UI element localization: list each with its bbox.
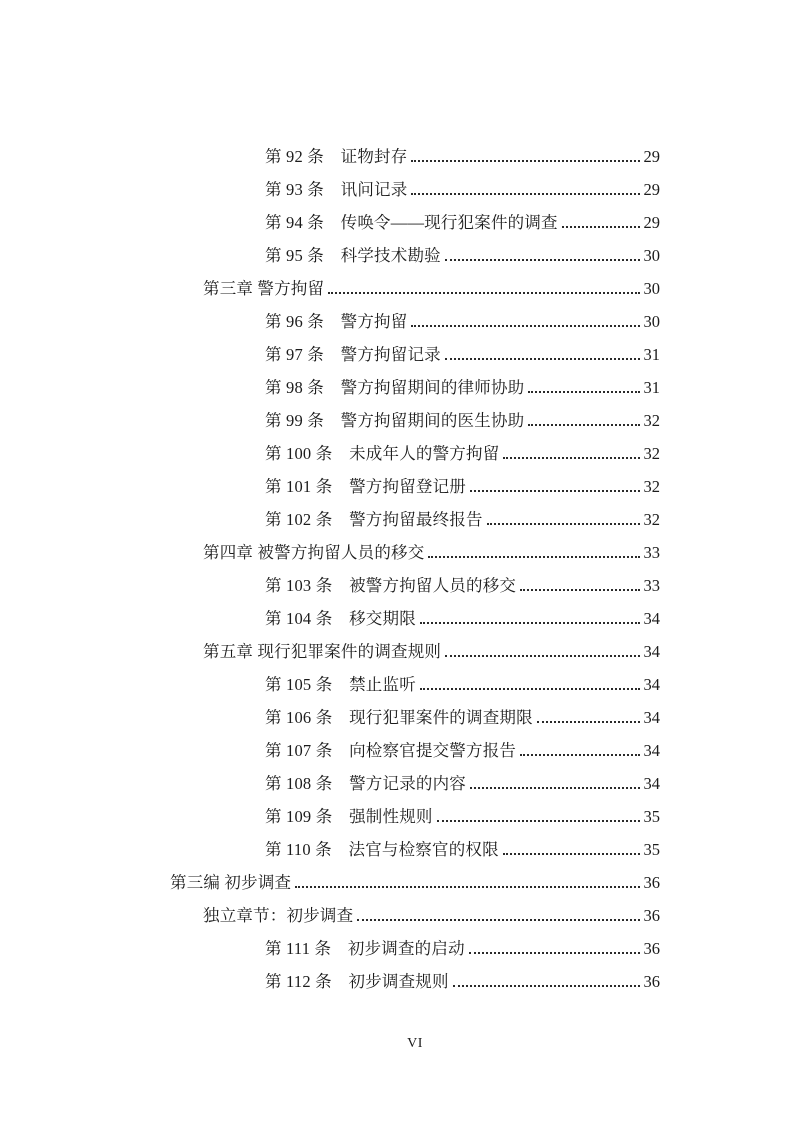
- dot-leader: [503, 853, 640, 855]
- toc-entry: [170, 668, 660, 701]
- toc-entry: [170, 965, 660, 998]
- dot-leader: [470, 787, 640, 789]
- toc-entry: [170, 932, 660, 965]
- toc-entry: [170, 800, 660, 833]
- dot-leader: [487, 523, 640, 525]
- toc-entry-page: 36: [643, 939, 660, 958]
- dot-leader: [420, 622, 640, 624]
- toc-entry-label: 第 94 条 传唤令——现行犯案件的调查: [265, 213, 558, 232]
- dot-leader: [562, 226, 640, 228]
- toc-entry-page: 32: [643, 411, 660, 430]
- dot-leader: [445, 358, 640, 360]
- toc-entry-label: 第 97 条 警方拘留记录: [265, 345, 441, 364]
- dot-leader: [520, 589, 639, 591]
- toc-entry-label: 独立章节：初步调查: [203, 906, 354, 925]
- toc-entry: [170, 470, 660, 503]
- toc-entry-label: 第 111 条 初步调查的启动: [265, 939, 465, 958]
- toc-entry: [170, 569, 660, 602]
- toc-entry: [170, 239, 660, 272]
- toc-entry: [170, 701, 660, 734]
- dot-leader: [503, 457, 639, 459]
- toc-entry-page: 29: [643, 147, 660, 166]
- toc-entry-label: 第 101 条 警方拘留登记册: [265, 477, 466, 496]
- toc-entry: [170, 338, 660, 371]
- toc-entry-label: 第 104 条 移交期限: [265, 609, 416, 628]
- toc-entry-page: 31: [643, 378, 660, 397]
- dot-leader: [445, 259, 640, 261]
- dot-leader: [528, 391, 639, 393]
- toc-entry-label: 第 100 条 未成年人的警方拘留: [265, 444, 500, 463]
- toc-entry: [170, 173, 660, 206]
- toc-entry-page: 36: [643, 906, 660, 925]
- dot-leader: [411, 325, 639, 327]
- dot-leader: [469, 952, 640, 954]
- toc-entry-page: 34: [643, 609, 660, 628]
- toc-entry-label: 第 108 条 警方记录的内容: [265, 774, 466, 793]
- dot-leader: [445, 655, 639, 657]
- dot-leader: [357, 919, 639, 921]
- toc-entry: [170, 371, 660, 404]
- toc-entry-label: 第三章 警方拘留: [203, 279, 325, 298]
- toc-entry-page: 33: [643, 576, 660, 595]
- toc-entry-page: 30: [643, 279, 660, 298]
- dot-leader: [328, 292, 639, 294]
- dot-leader: [411, 160, 639, 162]
- toc-entry: [170, 734, 660, 767]
- toc-entry-label: 第 107 条 向检察官提交警方报告: [265, 741, 517, 760]
- toc-entry: [170, 272, 660, 305]
- toc-entry-page: 34: [643, 642, 660, 661]
- toc-entry: [170, 503, 660, 536]
- toc-entry-label: 第 112 条 初步调查规则: [265, 972, 449, 991]
- toc-entry: [170, 206, 660, 239]
- toc-entry-page: 33: [643, 543, 660, 562]
- toc-entry: [170, 635, 660, 668]
- toc-entry-page: 34: [643, 774, 660, 793]
- toc-entry-page: 30: [643, 246, 660, 265]
- dot-leader: [453, 985, 640, 987]
- toc-entry-label: 第 96 条 警方拘留: [265, 312, 408, 331]
- toc-entry: [170, 833, 660, 866]
- toc-entry: [170, 602, 660, 635]
- toc-entry-label: 第 93 条 讯问记录: [265, 180, 408, 199]
- page-number-footer: VI: [407, 1036, 423, 1051]
- toc-entry-label: 第五章 现行犯罪案件的调查规则: [203, 642, 442, 661]
- toc-entry: [170, 536, 660, 569]
- toc-entry-page: 29: [643, 213, 660, 232]
- dot-leader: [470, 490, 640, 492]
- toc-entry-label: 第 103 条 被警方拘留人员的移交: [265, 576, 517, 595]
- toc-entry-label: 第 110 条 法官与检察官的权限: [265, 840, 499, 859]
- toc-entry-label: 第 106 条 现行犯罪案件的调查期限: [265, 708, 533, 727]
- dot-leader: [411, 193, 639, 195]
- toc-entry-page: 36: [643, 873, 660, 892]
- toc-entry-page: 34: [643, 741, 660, 760]
- dot-leader: [520, 754, 639, 756]
- toc-entry-label: 第 92 条 证物封存: [265, 147, 408, 166]
- dot-leader: [537, 721, 640, 723]
- toc-entry: [170, 866, 660, 899]
- toc-entry-page: 34: [643, 675, 660, 694]
- toc-entry-page: 29: [643, 180, 660, 199]
- toc-entry-page: 32: [643, 444, 660, 463]
- dot-leader: [420, 688, 640, 690]
- toc-entry: [170, 404, 660, 437]
- toc-entry: [170, 305, 660, 338]
- toc-entry-label: 第 105 条 禁止监听: [265, 675, 416, 694]
- toc-entry-label: 第四章 被警方拘留人员的移交: [203, 543, 425, 562]
- toc-entry-page: 31: [643, 345, 660, 364]
- toc-entry-label: 第 102 条 警方拘留最终报告: [265, 510, 483, 529]
- toc-entry-page: 36: [643, 972, 660, 991]
- toc-entry: [170, 140, 660, 173]
- toc-entry-label: 第 95 条 科学技术勘验: [265, 246, 441, 265]
- dot-leader: [437, 820, 640, 822]
- toc-entry-page: 30: [643, 312, 660, 331]
- toc-entry-label: 第三编 初步调查: [170, 873, 292, 892]
- toc-entry: [170, 437, 660, 470]
- toc-entry-page: 32: [643, 510, 660, 529]
- toc-entry-page: 34: [643, 708, 660, 727]
- toc-list: [170, 140, 660, 998]
- toc-entry-page: 35: [643, 807, 660, 826]
- toc-entry: [170, 767, 660, 800]
- toc-entry: [170, 899, 660, 932]
- dot-leader: [528, 424, 639, 426]
- dot-leader: [295, 886, 639, 888]
- toc-entry-page: 35: [643, 840, 660, 859]
- toc-entry-label: 第 109 条 强制性规则: [265, 807, 433, 826]
- toc-entry-label: 第 99 条 警方拘留期间的医生协助: [265, 411, 525, 430]
- toc-entry-page: 32: [643, 477, 660, 496]
- toc-entry-label: 第 98 条 警方拘留期间的律师协助: [265, 378, 525, 397]
- dot-leader: [428, 556, 639, 558]
